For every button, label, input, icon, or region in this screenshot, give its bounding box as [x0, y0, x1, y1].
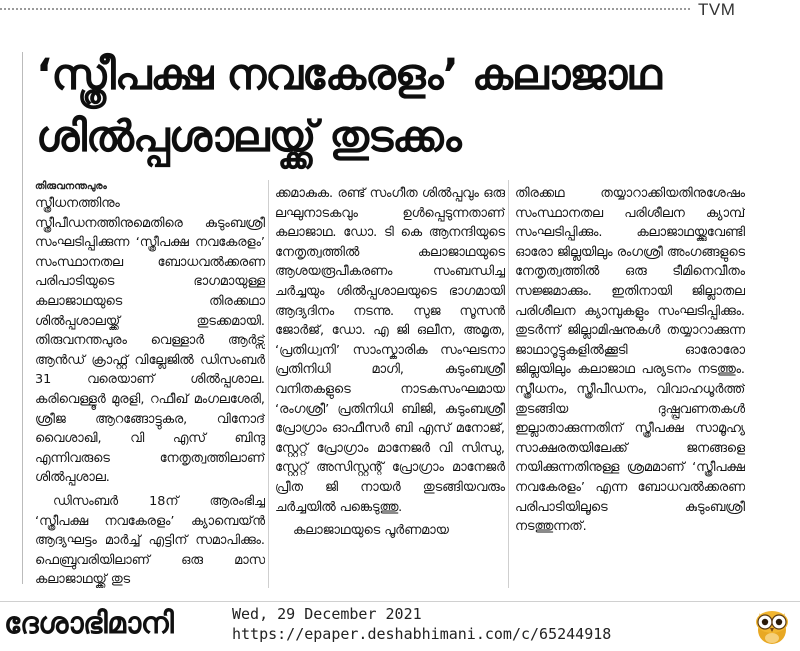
- dateline: തിരുവനന്തപുരം: [35, 181, 107, 192]
- headline-line-2: ശിൽപ്പശാലയ്ക്ക് തുടക്കം: [36, 112, 461, 162]
- column-divider-1: [268, 180, 269, 588]
- edition-label: TVM: [698, 0, 736, 19]
- newspaper-masthead: ദേശാഭിമാനി: [4, 606, 174, 641]
- article-column-3: [515, 184, 745, 537]
- source-url[interactable]: https://epaper.deshabhimani.com/c/65244918: [232, 625, 612, 643]
- column-2-paragraph-2: കലാജാഥയുടെ പൂർണമായ: [293, 523, 449, 539]
- footer-meta: [232, 604, 611, 644]
- column-1-paragraph-2: ഡിസംബർ 18ന് ആരംഭിച്ച ‘സ്ത്രീപക്ഷ നവകേരളം’ ക്യാമ്പെയ്ൻ ആദ്യഘട്ടം മാർച്ച് എട്ടിന് സമാപിക്കും. ഫെബ്രുവരിയിലാണ് ഒരു മാസ കലാജാഥയ്ക്ക് തുട: [35, 493, 265, 588]
- headline-line-1: ‘സ്ത്രീപക്ഷ നവകേരളം’ കലാജാഥ: [36, 50, 661, 100]
- headline: [36, 44, 741, 168]
- top-dotted-border: [0, 8, 690, 10]
- clipping-left-rule: [22, 52, 23, 584]
- column-1-paragraph-1: സ്ത്രീധനത്തിനും സ്ത്രീപീഡനത്തിനുമെതിരെ കുടുംബശ്രീ സംഘടിപ്പിക്കുന്ന ‘സ്ത്രീപക്ഷ നവകേരളം’ സംസ്ഥാനതല ബോധവൽക്കരണ പരിപാടിയുടെ ഭാഗമായുള്ള കലാജാഥയുടെ തിരക്കഥാ ശിൽപ്പശാലയ്ക്ക് തുടക്കമായി. തിരുവനന്തപുരം വെള്ളാർ ആർട്സ് ആൻഡ് ക്രാഫ്റ്റ് വില്ലേജിൽ ഡിസംബർ 31 വരെയാണ് ശിൽപ്പശാല. കരിവെള്ളൂർ മുരളി, റഫീഖ് മംഗലശേരി, ശ്രീജ ആറങ്ങോട്ടുകര, വിനോദ് വൈശാഖി, വി എസ് ബിന്ദു എന്നിവരുടെ നേതൃത്വത്തിലാണ് ശിൽപ്പശാല.: [35, 196, 265, 486]
- article-column-2: [275, 184, 505, 541]
- column-2-paragraph-1: ക്കമാകുക. രണ്ട് സംഗീത ശിൽപ്പവും ഒരു ലഘുനാടകവും ഉൾപ്പെടുന്നതാണ് കലാജാഥ. ഡോ. ടി കെ ആനന്ദിയുടെ നേതൃത്വത്തിൽ കലാജാഥയുടെ ആശയരൂപീകരണം സംബന്ധിച്ച ചർച്ചയും ശിൽപ്പശാലയുടെ ഭാഗമായി ആദ്യദിനം നടന്നു. സുജ സൂസൻ ജോർജ്, ഡോ. എ ജി ഒലീന, അമൃത, ‘പ്രതിധ്വനി’ സാംസ്കാരിക സംഘടനാ പ്രതിനിധി മാഗി, കുടുംബശ്രീ വനിതകളുടെ നാടകസംഘമായ ‘രംഗശ്രീ’ പ്രതിനിധി ബിജി, കുടുംബശ്രീ പ്രോഗ്രാം ഓഫീസർ ബി എസ് മനോജ്, സ്റ്റേറ്റ് പ്രോഗ്രാം മാനേജർ വി സിന്ധു, സ്റ്റേറ്റ് അസിസ്റ്റന്റ് പ്രോഗ്രാം മാനേജർ പ്രീത ജി നായർ തുടങ്ങിയവരും ചർച്ചയിൽ പങ്കെടുത്തു.: [275, 186, 505, 515]
- column-divider-2: [508, 180, 509, 588]
- article-column-1: [35, 194, 265, 590]
- footer-divider: [0, 601, 800, 602]
- column-3-paragraph-1: തിരക്കഥ തയ്യാറാക്കിയതിനുശേഷം സംസ്ഥാനതല പരിശീലന ക്യാമ്പ് സംഘടിപ്പിക്കും. കലാജാഥയ്ക്കുവേണ്ടി ഓരോ ജില്ലയിലും രംഗശ്രീ അംഗങ്ങളുടെ നേതൃത്വത്തിൽ ഒരു ടീമിനെവീതം സജ്ജമാക്കും. ഇതിനായി ജില്ലാതല പരിശീലന ക്യാമ്പുകളും സംഘടിപ്പിക്കും. തുടർന്ന് ജില്ലാമിഷനുകൾ തയ്യാറാക്കുന്ന ജാഥാറൂട്ടുകളിൽക്കൂടി ഓരോരോ ജില്ലയിലും കലാജാഥ പര്യടനം നടത്തും. സ്ത്രീധനം, സ്ത്രീപീഡനം, വിവാഹധൂർത്ത് തുടങ്ങിയ ദുഷ്പ്രവണതകൾ ഇല്ലാതാക്കുന്നതിന് സ്ത്രീപക്ഷ സാമൂഹ്യ സാക്ഷരതയിലേക്ക് ജനങ്ങളെ നയിക്കുന്നതിനുള്ള ശ്രമമാണ് ‘സ്ത്രീപക്ഷ നവകേരളം’ എന്ന ബോധവൽക്കരണ പരിപാടിയിലൂടെ കുടുംബശ്രീ നടത്തുന്നത്.: [515, 186, 745, 535]
- owl-icon: [750, 603, 794, 647]
- publication-date: Wed, 29 December 2021: [232, 605, 422, 623]
